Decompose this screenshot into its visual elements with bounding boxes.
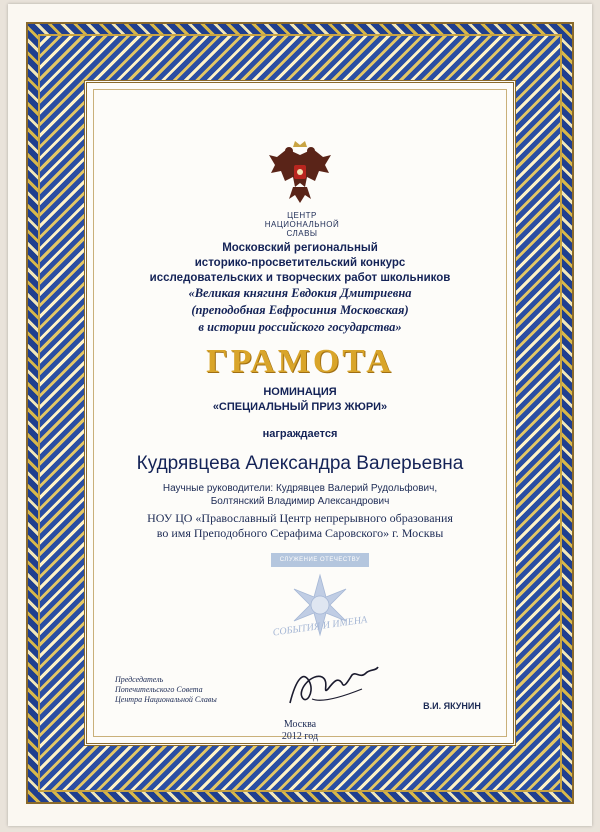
school-line-2: во имя Преподобного Серафима Саровского» г. Москвы bbox=[156, 526, 444, 540]
chairman-title bbox=[115, 675, 245, 705]
school-name bbox=[97, 511, 503, 541]
watermark-stamp bbox=[271, 553, 369, 653]
chairman-line-1: Председатель bbox=[115, 675, 164, 684]
awarded-label: награждается bbox=[262, 428, 338, 440]
double-headed-eagle-icon bbox=[265, 141, 335, 213]
theme-line-3: в истории российского государства» bbox=[198, 320, 402, 334]
theme-line-2: (преподобная Евфросиния Московская) bbox=[191, 303, 409, 317]
theme-line-1: «Великая княгиня Евдокия Дмитриевна bbox=[188, 286, 412, 300]
stamp-bottom-text: СОБЫТИЯ И ИМЕНА bbox=[272, 614, 368, 639]
certificate-content bbox=[87, 83, 513, 743]
organization-name bbox=[237, 211, 367, 238]
advisors-line-1: Научные руководители: Кудрявцев Валерий Рудольфович, bbox=[162, 483, 438, 494]
contest-line-2: историко-просветительский конкурс bbox=[194, 257, 406, 269]
org-name-line-1: ЦЕНТР bbox=[287, 211, 317, 220]
order-star-icon bbox=[271, 553, 369, 653]
contest-line-3: исследовательских и творческих работ школьников bbox=[149, 272, 451, 284]
chairman-line-3: Центра Национальной Славы bbox=[115, 695, 217, 704]
org-name-line-3: СЛАВЫ bbox=[286, 229, 318, 238]
place-and-date bbox=[237, 719, 363, 743]
school-line-1: НОУ ЦО «Православный Центр непрерывного образования bbox=[147, 511, 453, 525]
contest-description bbox=[107, 241, 493, 286]
nomination-label: НОМИНАЦИЯ bbox=[263, 386, 337, 398]
advisors bbox=[107, 482, 493, 508]
stamp-top-text: СЛУЖЕНИЕ ОТЕЧЕСТВУ bbox=[271, 553, 369, 567]
signer-name: В.И. ЯКУНИН bbox=[423, 701, 481, 711]
nomination bbox=[107, 385, 493, 415]
handwritten-signature bbox=[282, 659, 382, 713]
certificate-sheet bbox=[8, 4, 592, 826]
nomination-value: «СПЕЦИАЛЬНЫЙ ПРИЗ ЖЮРИ» bbox=[212, 401, 388, 413]
chairman-line-2: Попечительского Совета bbox=[115, 685, 203, 694]
ornamental-border-outer bbox=[26, 22, 574, 804]
certificate-title: ГРАМОТА bbox=[206, 343, 394, 380]
place: Москва bbox=[283, 719, 317, 730]
date: 2012 год bbox=[281, 731, 319, 742]
certificate-body bbox=[84, 80, 516, 746]
recipient-name: Кудрявцева Александра Валерьевна bbox=[136, 453, 464, 474]
contest-theme bbox=[107, 285, 493, 336]
advisors-line-2: Болтянский Владимир Александрович bbox=[210, 496, 390, 507]
contest-line-1: Московский региональный bbox=[222, 242, 378, 254]
org-name-line-2: НАЦИОНАЛЬНОЙ bbox=[264, 220, 340, 229]
